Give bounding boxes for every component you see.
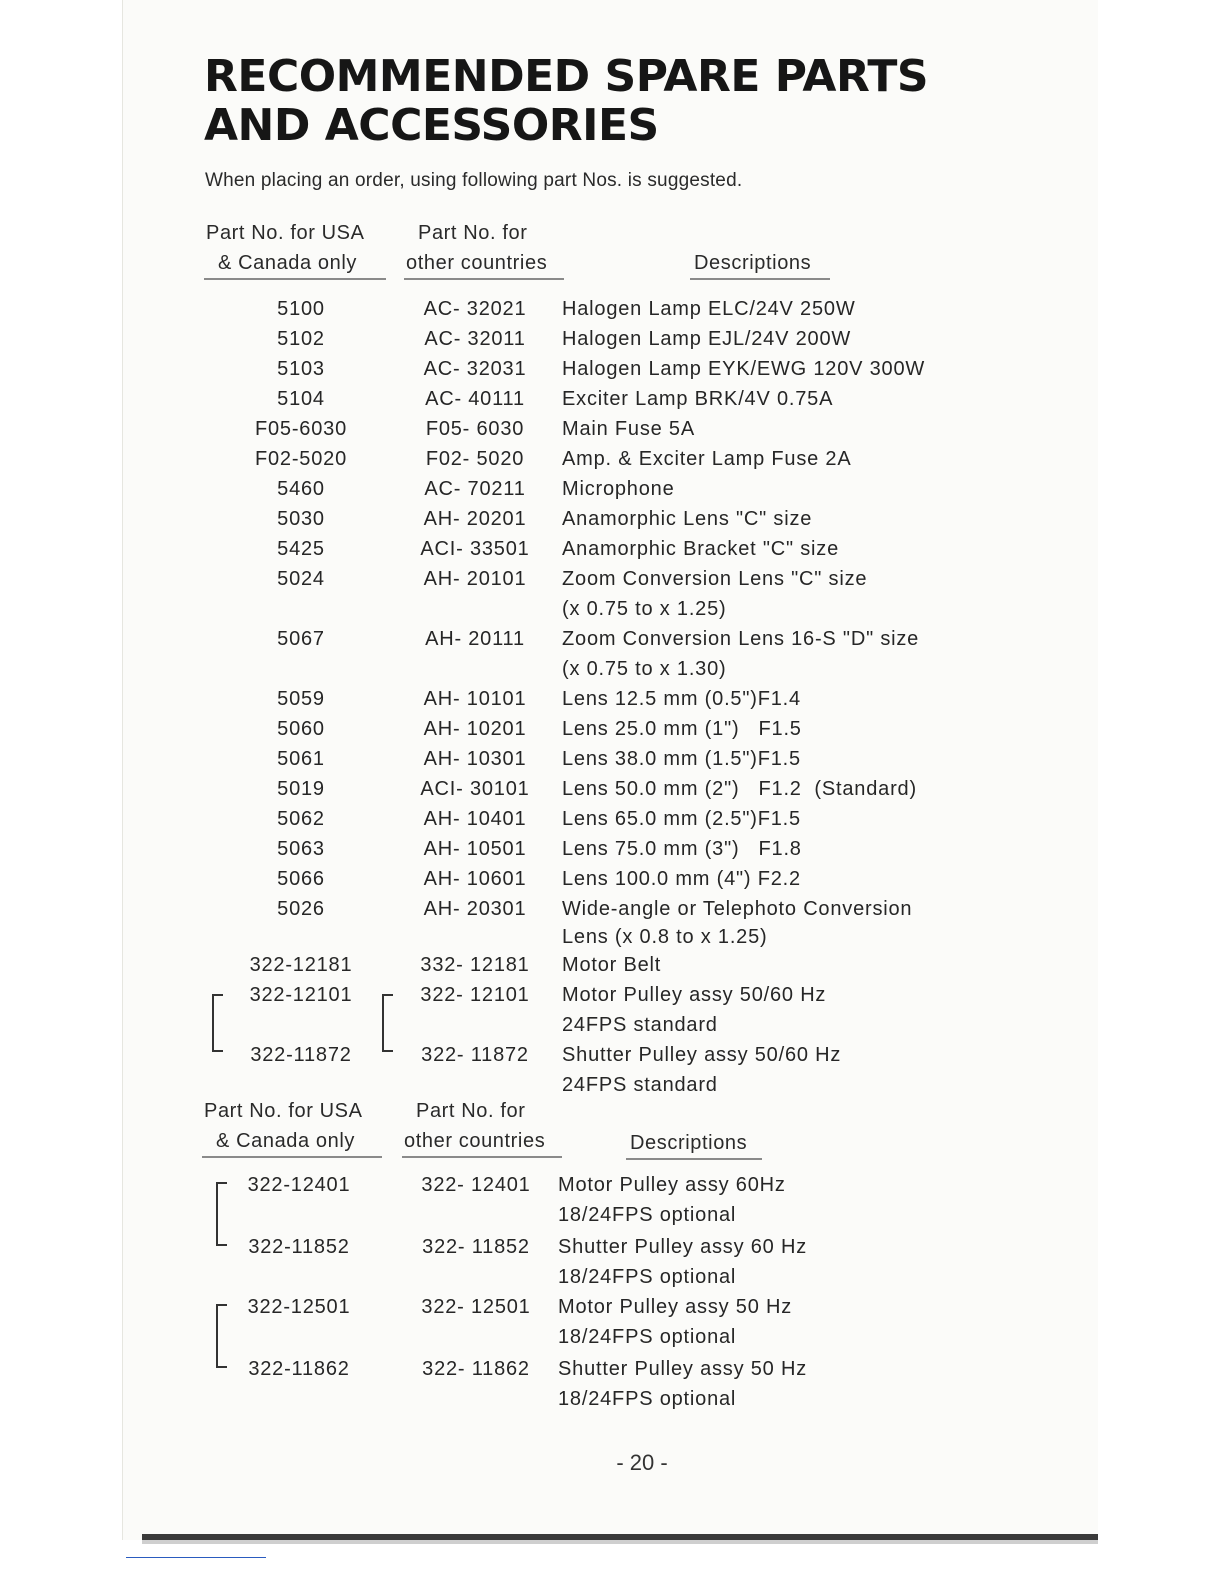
part-description: Lens 12.5 mm (0.5")F1.4: [562, 688, 801, 710]
other-part-no: 322- 12501: [421, 1296, 531, 1318]
part-description: 24FPS standard: [562, 1074, 718, 1096]
header-desc-underline: [690, 278, 830, 280]
part-description: 18/24FPS optional: [558, 1204, 737, 1226]
usa-part-no: F05-6030: [254, 418, 347, 440]
table-row: [0, 1040, 1224, 1070]
usa-part-no: 5019: [277, 778, 325, 800]
table-row: [0, 414, 1224, 444]
part-description: Zoom Conversion Lens "C" size: [562, 568, 868, 590]
header-usa-line1: Part No. for USA: [206, 222, 365, 244]
usa-part-no: 5026: [277, 898, 325, 920]
table-row: [0, 534, 1224, 564]
usa-part-no: 5425: [277, 538, 325, 560]
table-row: [0, 594, 1224, 624]
part-description: 24FPS standard: [562, 1014, 718, 1036]
part-description: (x 0.75 to x 1.25): [562, 598, 727, 620]
pair-bracket: [216, 1304, 227, 1368]
part-description: Microphone: [562, 478, 675, 500]
other-part-no: 322- 12101: [420, 984, 530, 1006]
part-description: Exciter Lamp BRK/4V 0.75A: [562, 388, 834, 410]
usa-part-no: 5062: [277, 808, 325, 830]
other-part-no: F05- 6030: [425, 418, 525, 440]
part-description: Motor Belt: [562, 954, 662, 976]
usa-part-no: 5066: [277, 868, 325, 890]
other-part-no: AH- 10601: [423, 868, 527, 890]
usa-part-no: 5103: [277, 358, 325, 380]
part-description: (x 0.75 to x 1.30): [562, 658, 727, 680]
other-part-no: 322- 11862: [422, 1358, 530, 1380]
scan-corner-line: [126, 1557, 266, 1558]
part-description: Lens 100.0 mm (4") F2.2: [562, 868, 801, 890]
table-row: [0, 1354, 1224, 1384]
pair-bracket: [212, 994, 223, 1052]
part-description: Motor Pulley assy 60Hz: [558, 1174, 786, 1196]
usa-part-no: F02-5020: [254, 448, 347, 470]
part-description: Shutter Pulley assy 50/60 Hz: [562, 1044, 842, 1066]
other-part-no: 322- 11852: [422, 1236, 530, 1258]
part-description: Main Fuse 5A: [562, 418, 695, 440]
other-part-no: AH- 10101: [423, 688, 527, 710]
order-instruction: When placing an order, using following part Nos. is suggested.: [205, 170, 743, 191]
header-other-line1: Part No. for: [416, 1100, 526, 1122]
table-row: [0, 950, 1224, 980]
other-part-no: AH- 20301: [423, 898, 527, 920]
usa-part-no: 322-11852: [248, 1236, 350, 1258]
table-row: [0, 834, 1224, 864]
usa-part-no: 322-11872: [250, 1044, 352, 1066]
part-description: Zoom Conversion Lens 16-S "D" size: [562, 628, 920, 650]
part-description: Shutter Pulley assy 60 Hz: [558, 1236, 807, 1258]
table-row: [0, 1292, 1224, 1322]
other-part-no: AH- 20101: [423, 568, 527, 590]
pair-bracket: [216, 1182, 227, 1246]
other-part-no: ACI- 30101: [420, 778, 530, 800]
header-usa-line1: Part No. for USA: [204, 1100, 363, 1122]
other-part-no: AC- 32021: [423, 298, 527, 320]
header-other-line2: other countries: [404, 1130, 546, 1152]
usa-part-no: 5100: [277, 298, 325, 320]
part-description: Lens (x 0.8 to x 1.25): [562, 926, 768, 948]
other-part-no: ACI- 33501: [420, 538, 530, 560]
other-part-no: AC- 40111: [425, 388, 525, 410]
header-descriptions: Descriptions: [630, 1132, 748, 1154]
part-description: Lens 65.0 mm (2.5")F1.5: [562, 808, 801, 830]
usa-part-no: 5460: [277, 478, 325, 500]
part-description: Halogen Lamp EYK/EWG 120V 300W: [562, 358, 926, 380]
part-description: Lens 38.0 mm (1.5")F1.5: [562, 748, 801, 770]
header-usa-line2: & Canada only: [218, 252, 358, 274]
usa-part-no: 5102: [277, 328, 325, 350]
header-descriptions: Descriptions: [694, 252, 812, 274]
other-part-no: AC- 32031: [423, 358, 527, 380]
usa-part-no: 322-11862: [248, 1358, 350, 1380]
usa-part-no: 5063: [277, 838, 325, 860]
other-part-no: AH- 10301: [423, 748, 527, 770]
table-row: [0, 922, 1224, 952]
header-other-line1: Part No. for: [418, 222, 528, 244]
part-description: 18/24FPS optional: [558, 1388, 737, 1410]
part-description: Motor Pulley assy 50/60 Hz: [562, 984, 827, 1006]
usa-part-no: 5030: [277, 508, 325, 530]
usa-part-no: 322-12401: [247, 1174, 351, 1196]
table-row: [0, 684, 1224, 714]
table-row: [0, 384, 1224, 414]
part-description: 18/24FPS optional: [558, 1326, 737, 1348]
table-row: [0, 714, 1224, 744]
part-description: Lens 25.0 mm (1") F1.5: [562, 718, 802, 740]
header-desc-underline: [626, 1158, 762, 1160]
other-part-no: AH- 10501: [423, 838, 527, 860]
part-description: Amp. & Exciter Lamp Fuse 2A: [562, 448, 852, 470]
table-row: [0, 354, 1224, 384]
other-part-no: AH- 10201: [423, 718, 527, 740]
page-bottom-shadow: [142, 1540, 1098, 1544]
other-part-no: F02- 5020: [425, 448, 525, 470]
table-row: [0, 864, 1224, 894]
other-part-no: 332- 12181: [420, 954, 530, 976]
table-row: [0, 774, 1224, 804]
table-row: [0, 564, 1224, 594]
part-description: Shutter Pulley assy 50 Hz: [558, 1358, 807, 1380]
part-description: Anamorphic Lens "C" size: [562, 508, 813, 530]
usa-part-no: 322-12181: [249, 954, 353, 976]
other-part-no: AH- 10401: [423, 808, 527, 830]
usa-part-no: 5067: [277, 628, 325, 650]
part-description: Wide-angle or Telephoto Conversion: [562, 898, 913, 920]
table-row: [0, 444, 1224, 474]
pair-bracket: [382, 994, 393, 1052]
other-part-no: AH- 20201: [423, 508, 527, 530]
part-description: Halogen Lamp EJL/24V 200W: [562, 328, 852, 350]
table-row: [0, 1200, 1224, 1230]
table-row: [0, 894, 1224, 924]
part-description: Lens 50.0 mm (2") F1.2 (Standard): [562, 778, 917, 800]
other-part-no: 322- 12401: [421, 1174, 531, 1196]
header-other-line2: other countries: [406, 252, 548, 274]
table-row: [0, 1070, 1224, 1100]
table-row: [0, 1010, 1224, 1040]
table-row: [0, 1170, 1224, 1200]
other-part-no: 322- 11872: [421, 1044, 529, 1066]
header-other-underline: [402, 1156, 562, 1158]
usa-part-no: 5060: [277, 718, 325, 740]
part-description: Lens 75.0 mm (3") F1.8: [562, 838, 802, 860]
table-row: [0, 654, 1224, 684]
table-row: [0, 1384, 1224, 1414]
table-row: [0, 324, 1224, 354]
page-number: - 20 -: [616, 1450, 668, 1475]
usa-part-no: 5059: [277, 688, 325, 710]
table-row: [0, 804, 1224, 834]
usa-part-no: 5024: [277, 568, 325, 590]
header-usa-underline: [204, 278, 386, 280]
table-row: [0, 980, 1224, 1010]
table-row: [0, 1262, 1224, 1292]
table-row: [0, 504, 1224, 534]
page-title: RECOMMENDED SPARE PARTS AND ACCESSORIES: [204, 51, 929, 151]
header-other-underline: [404, 278, 564, 280]
other-part-no: AC- 70211: [424, 478, 526, 500]
usa-part-no: 322-12101: [249, 984, 353, 1006]
usa-part-no: 5061: [277, 748, 325, 770]
table-row: [0, 294, 1224, 324]
table-row: [0, 624, 1224, 654]
table-row: [0, 1232, 1224, 1262]
table-row: [0, 474, 1224, 504]
part-description: Anamorphic Bracket "C" size: [562, 538, 840, 560]
part-description: Halogen Lamp ELC/24V 250W: [562, 298, 856, 320]
table-row: [0, 744, 1224, 774]
header-usa-underline: [202, 1156, 382, 1158]
other-part-no: AC- 32011: [424, 328, 526, 350]
part-description: Motor Pulley assy 50 Hz: [558, 1296, 793, 1318]
part-description: 18/24FPS optional: [558, 1266, 737, 1288]
header-usa-line2: & Canada only: [216, 1130, 356, 1152]
table-row: [0, 1322, 1224, 1352]
usa-part-no: 322-12501: [247, 1296, 351, 1318]
usa-part-no: 5104: [277, 388, 325, 410]
other-part-no: AH- 20111: [425, 628, 525, 650]
